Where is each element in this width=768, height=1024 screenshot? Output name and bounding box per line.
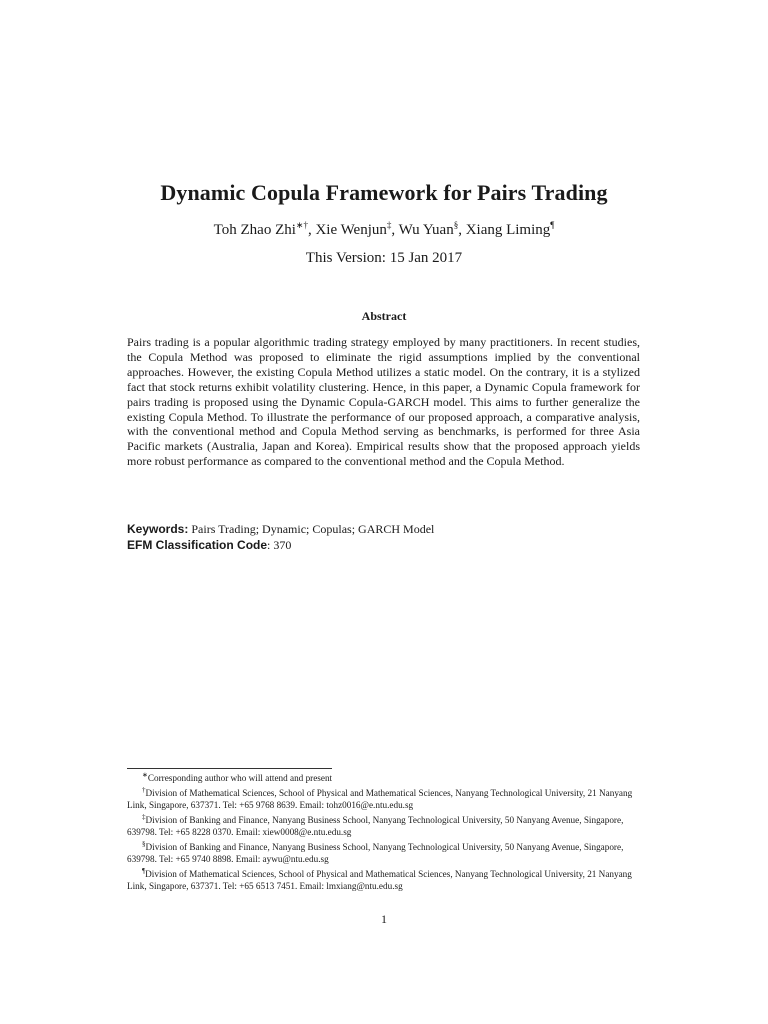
abstract-heading: Abstract [361,309,407,323]
author-name: Wu Yuan [398,222,454,238]
author-name: Xiang Liming [465,222,551,238]
footnote-mark: ¶ [142,866,146,875]
author-affiliation-mark: ‡ [386,220,392,230]
footnote-rule [127,768,332,769]
footnote-text: Corresponding author who will attend and present [147,773,333,784]
author-list [0,220,768,239]
footnote [127,770,640,785]
footnote-mark: † [142,785,146,794]
footnote [127,785,640,812]
page-number: 1 [381,912,387,926]
footnote [127,866,640,893]
author-separator: , [458,222,466,238]
footnote-mark: ∗ [142,771,148,779]
footnote-text: Division of Banking and Finance, Nanyang Business School, Nanyang Technological University, 50 Nanyang Avenue, Singapore, 639798. Tel: +65 8228 0370. Email: xiew0008@e.ntu.edu.sg [127,814,624,837]
footnotes [127,770,640,892]
abstract-body: Pairs trading is a popular algorithmic trading strategy employed by many practitioners. In recent studies, the Copula Method was proposed to eliminate the rigid assumptions implied by the conventional approaches. However, the existing Copula Method utilizes a static model. On the contrary, it is a stylized fact that stock returns exhibit volatility clustering. Hence, in this paper, a Dynamic Copula framework for pairs trading is proposed using the Dynamic Copula-GARCH model. This aims to further generalize the existing Copula Method. To illustrate the performance of our proposed approach, a comparative analysis, with the conventional method and Copula Method serving as benchmarks, is performed for three Asia Pacific markets (Australia, Japan and Korea). Empirical results show that the proposed approach yields more robust performance as compared to the conventional method and the Copula Method. [127,335,640,469]
footnote-text: Division of Mathematical Sciences, School of Physical and Mathematical Sciences, Nanyang Technological University, 21 Nanyang Link, Singapore, 637371. Tel: +65 6513 7451. Email: lmxiang@ntu.edu.sg [127,868,632,891]
author-affiliation-mark: ¶ [550,220,555,230]
footnote-text: Division of Mathematical Sciences, School of Physical and Mathematical Sciences, Nanyang Technological University, 21 Nanyang Link, Singapore, 637371. Tel: +65 9768 8639. Email: tohz0016@e.ntu.edu.sg [127,788,633,810]
efm-label: EFM Classification Code [127,538,268,552]
author-affiliation-mark: § [453,220,459,230]
footnote-text: Division of Banking and Finance, Nanyang Business School, Nanyang Technological University, 50 Nanyang Avenue, Singapore, 639798. Tel: +65 9740 8898. Email: aywu@ntu.edu.sg [127,841,624,864]
footnote [127,812,640,839]
footnote [127,839,640,866]
author-affiliation-mark: ∗† [295,220,308,230]
keywords-line [127,521,640,537]
keywords-label: Keywords: [127,522,189,536]
keywords-block [127,521,640,553]
footnote-mark: § [142,839,146,848]
author-separator: , [391,222,399,238]
footnote-mark: ‡ [142,812,146,821]
author-separator: , [307,222,316,238]
version-line: This Version: 15 Jan 2017 [305,250,463,266]
author-name: Xie Wenjun [315,222,387,238]
efm-value: : 370 [267,538,292,552]
author-name: Toh Zhao Zhi [213,222,296,238]
keywords-value: Pairs Trading; Dynamic; Copulas; GARCH Model [188,522,435,536]
efm-line [127,537,640,553]
paper-title: Dynamic Copula Framework for Pairs Trading [160,180,608,205]
